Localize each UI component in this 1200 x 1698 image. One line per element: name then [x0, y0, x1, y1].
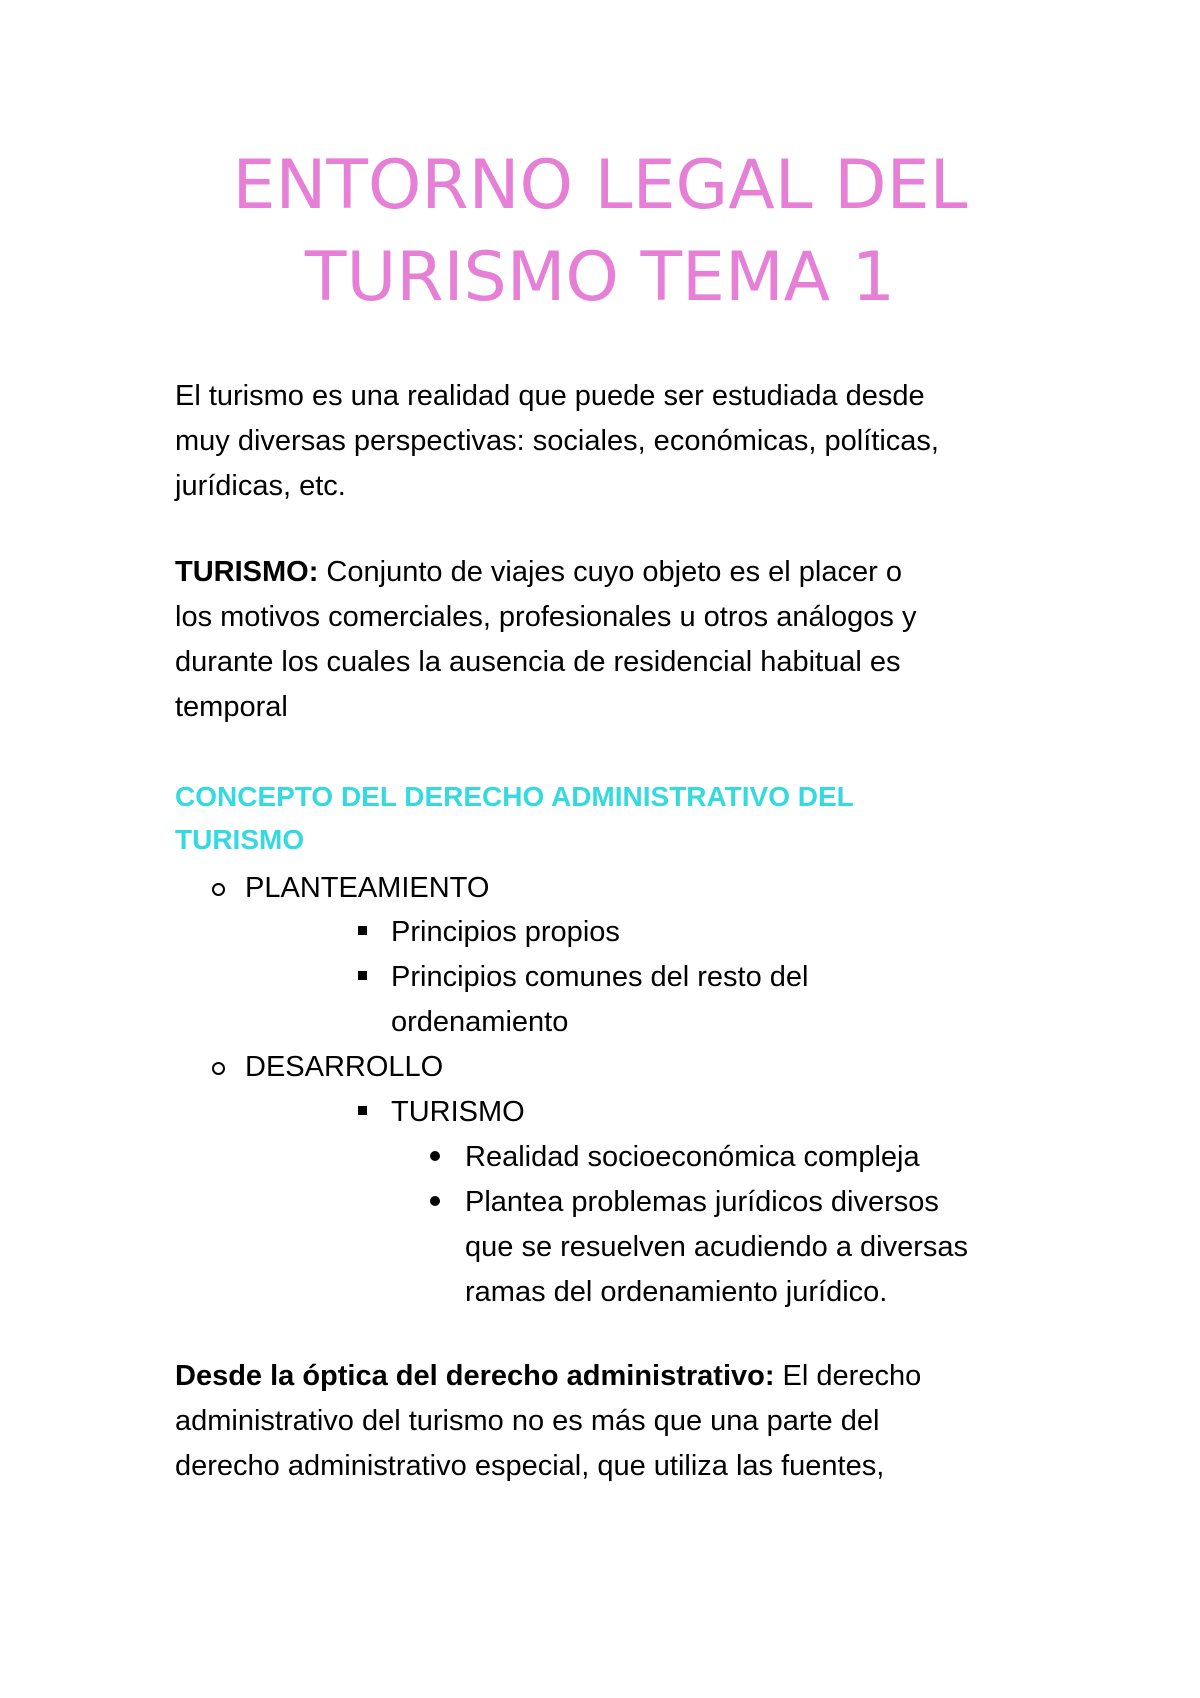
closing-term: Desde la óptica del derecho administrativo:	[175, 1360, 775, 1392]
list-item-plantea-cont-1: que se resuelven acudiendo a diversas	[465, 1231, 968, 1263]
closing-text-1: El derecho	[774, 1360, 922, 1392]
closing-line-3: derecho administrativo especial, que utiliza las fuentes,	[175, 1450, 885, 1482]
square-bullet-icon	[358, 1106, 367, 1115]
section-heading	[175, 775, 1055, 861]
list-item-planteamiento: PLANTEAMIENTO	[245, 872, 490, 904]
circle-bullet-icon	[212, 883, 225, 896]
closing-paragraph	[175, 1354, 1055, 1489]
definition-line-2: los motivos comerciales, profesionales u otros análogos y	[175, 601, 917, 633]
square-bullet-icon	[358, 971, 367, 980]
intro-line-3: jurídicas, etc.	[175, 470, 346, 502]
list-item-principios-propios: Principios propios	[391, 916, 620, 948]
list-item-principios-comunes-cont: ordenamiento	[391, 1006, 569, 1038]
list-item-plantea: Plantea problemas jurídicos diversos	[465, 1186, 939, 1218]
document-title	[0, 140, 1200, 324]
definition-text-1: Conjunto de viajes cuyo objeto es el placer o	[318, 556, 902, 588]
definition-line-4: temporal	[175, 691, 288, 723]
round-bullet-icon	[430, 1151, 440, 1161]
list-item-turismo: TURISMO	[391, 1096, 525, 1128]
circle-bullet-icon	[212, 1062, 225, 1075]
definition-line-1	[175, 550, 1055, 595]
closing-line-1	[175, 1354, 1055, 1399]
round-bullet-icon	[430, 1196, 440, 1206]
square-bullet-icon	[358, 926, 367, 935]
list-item-realidad: Realidad socioeconómica compleja	[465, 1141, 920, 1173]
list-item-desarrollo: DESARROLLO	[245, 1051, 444, 1083]
title-line-1: ENTORNO LEGAL DEL	[232, 146, 968, 225]
section-heading-line-2: TURISMO	[175, 824, 305, 855]
intro-paragraph	[175, 374, 1055, 509]
section-heading-line-1: CONCEPTO DEL DERECHO ADMINISTRATIVO DEL	[175, 781, 854, 812]
title-line-2: TURISMO TEMA 1	[304, 238, 896, 317]
list-item-principios-comunes: Principios comunes del resto del	[391, 961, 809, 993]
intro-line-2: muy diversas perspectivas: sociales, económicas, políticas,	[175, 425, 939, 457]
definition-line-3: durante los cuales la ausencia de residencial habitual es	[175, 646, 901, 678]
intro-line-1: El turismo es una realidad que puede ser estudiada desde	[175, 380, 925, 412]
definition-paragraph	[175, 550, 1055, 730]
list-item-plantea-cont-2: ramas del ordenamiento jurídico.	[465, 1276, 888, 1308]
definition-term: TURISMO:	[175, 556, 319, 588]
closing-line-2: administrativo del turismo no es más que una parte del	[175, 1405, 880, 1437]
